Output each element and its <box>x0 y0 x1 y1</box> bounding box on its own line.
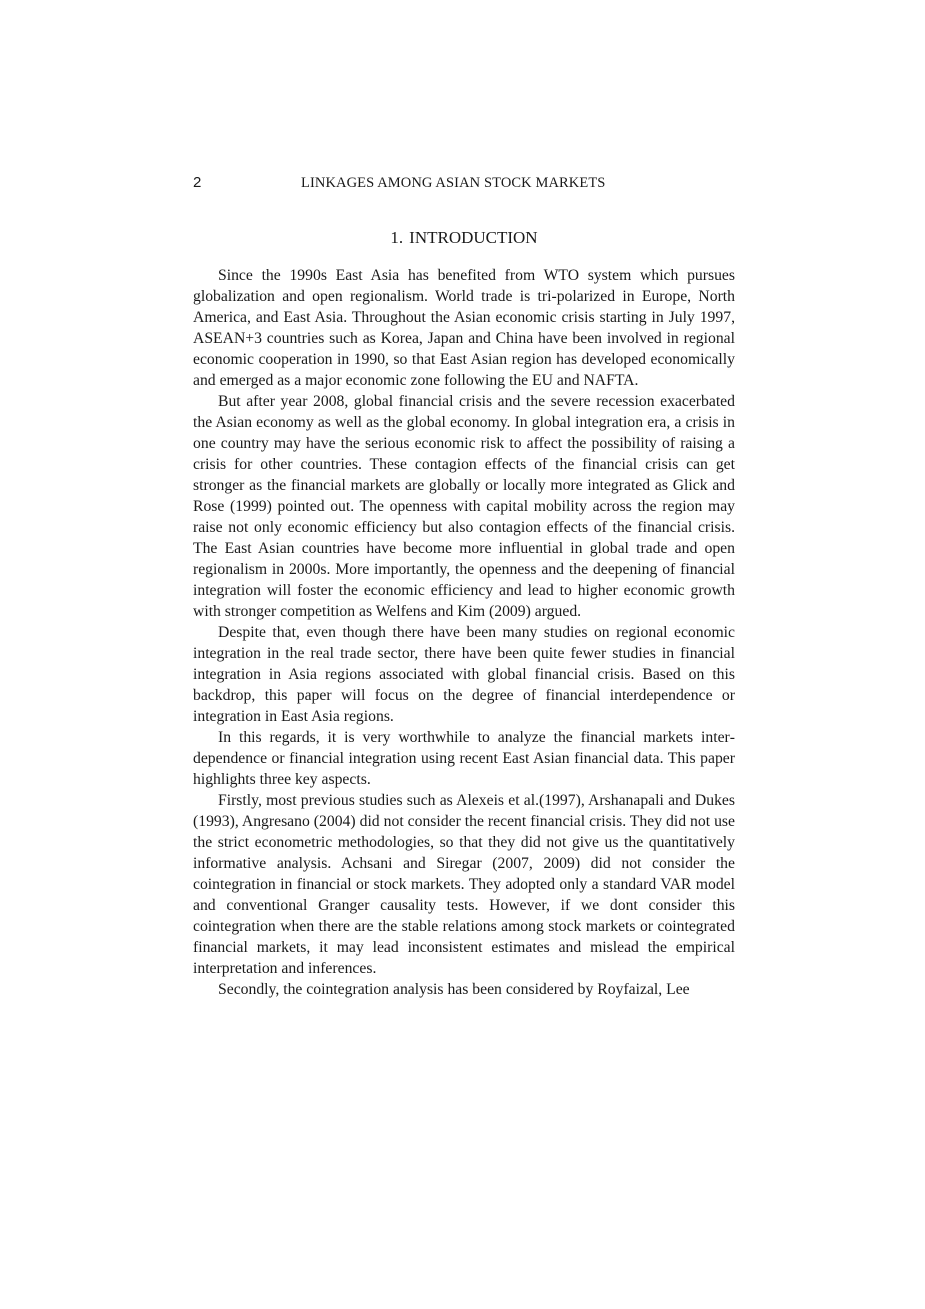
paragraph: In this regards, it is very worthwhile to analyze the financial markets interdependence or financial integration using recent East Asian financial data. This paper highlights three key aspects. <box>193 729 735 788</box>
paragraph: Since the 1990s East Asia has benefited from WTO system which pursues globalization and open regionalism. World trade is tri-polarized in Europe, North America, and East Asia. Throughout the Asian economic crisis starting in July 1997, ASEAN+3 countries such as Korea, Japan and China have been involved in regional economic cooperation in 1990, so that East Asian region has developed economically and emerged as a major economic zone following the EU and NAFTA. <box>193 267 735 389</box>
paragraph: Firstly, most previous studies such as Alexeis et al.(1997), Arshanapali and Dukes (1993), Angresano (2004) did not consider the recent financial crisis. They did not use the strict econometric methodologies, so that they did not give us the quantitatively informative analysis. Achsani and Siregar (2007, 2009) did not consider the cointegration in financial or stock markets. They adopted only a standard VAR model and conventional Granger causality tests. However, if we dont consider this cointegration when there are the stable relations among stock markets or cointegrated financial markets, it may lead inconsistent estimates and mislead the empirical interpretation and inferences. <box>193 792 735 977</box>
page-number: 2 <box>193 174 202 191</box>
section-number: 1. <box>390 228 404 247</box>
running-header <box>193 172 735 194</box>
running-title: LINKAGES AMONG ASIAN STOCK MARKETS <box>301 175 606 191</box>
section-title: INTRODUCTION <box>409 228 538 247</box>
body-text <box>193 265 735 1000</box>
paragraph: Secondly, the cointegration analysis has been considered by Royfaizal, Lee <box>218 981 690 998</box>
paragraph: But after year 2008, global financial crisis and the severe recession exacerbated the Asian economy as well as the global economy. In global integration era, a crisis in one country may have the serious economic risk to affect the possibility of raising a crisis for other countries. These contagion effects of the financial crisis can get stronger as the financial markets are globally or locally more integrated as Glick and Rose (1999) pointed out. The openness with capital mobility across the region may raise not only economic efficiency but also contagion effects of the financial crisis. The East Asian countries have become more influential in global trade and open regionalism in 2000s. More importantly, the openness and the deepening of financial integration will foster the economic efficiency and lead to higher economic growth with stronger competition as Welfens and Kim (2009) argued. <box>193 393 735 620</box>
section-heading <box>193 227 735 249</box>
paragraph: Despite that, even though there have been many studies on regional economic integration in the real trade sector, there have been quite fewer studies in financial integration in Asia regions associated with global financial crisis. Based on this backdrop, this paper will focus on the degree of financial interdependence or integration in East Asia regions. <box>193 624 735 725</box>
